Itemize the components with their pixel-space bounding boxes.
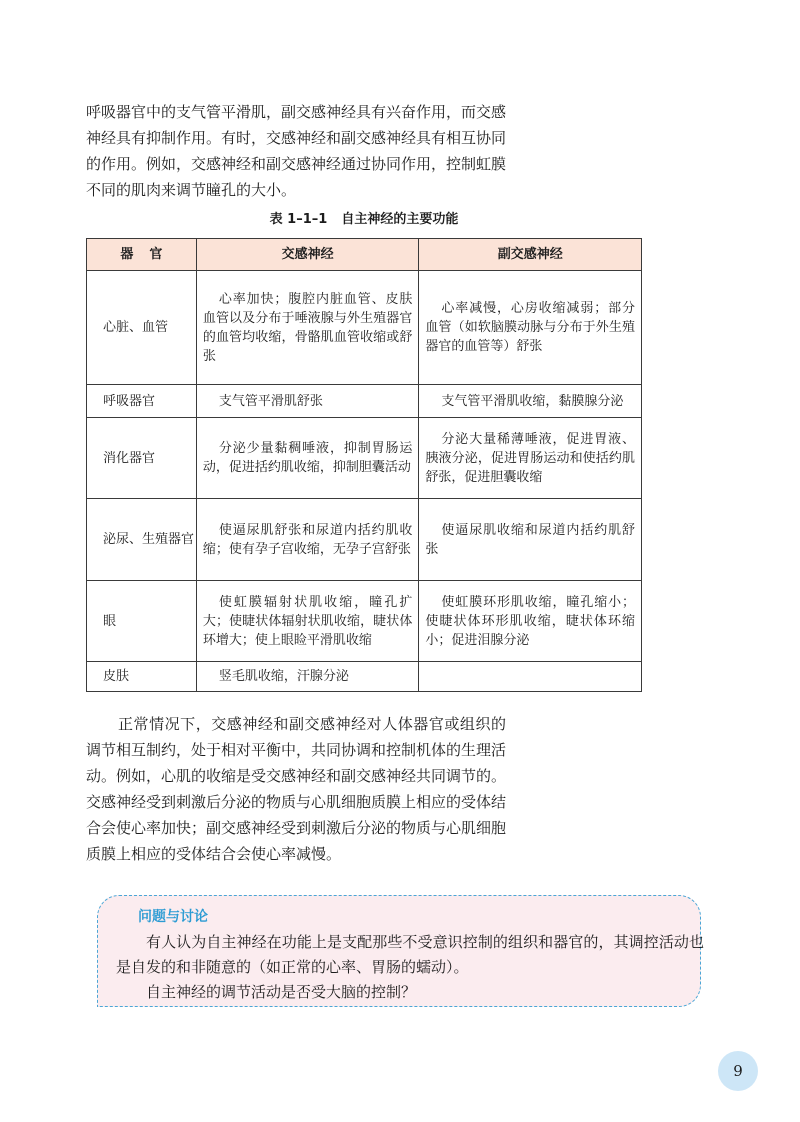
body-paragraph: 正常情况下，交感神经和副交感神经对人体器官或组织的调节相互制约，处于相对平衡中，共同协调和控制机体的生理活动。例如，心肌的收缩是受交感神经和副交感神经共同调节的。交感神经受到刺激后分泌的物质与心肌细胞质膜上相应的受体结合会使心率加快；副交感神经受到刺激后分泌的物质与心肌细胞质膜上相应的受体结合会使心率减慢。	[86, 715, 507, 863]
discussion-box	[97, 895, 704, 1007]
organ-cell: 消化器官	[87, 418, 197, 499]
table-number: 表 1–1–1	[269, 212, 328, 227]
organ-cell: 呼吸器官	[87, 385, 197, 418]
organ-cell: 泌尿、生殖器官	[87, 499, 197, 581]
table-row	[87, 418, 642, 499]
discussion-paragraph: 自主神经的调节活动是否受大脑的控制？	[146, 983, 417, 1001]
organ-cell: 眼	[87, 581, 197, 662]
header-organ: 器官	[87, 239, 197, 271]
sympathetic-cell: 竖毛肌收缩，汗腺分泌	[196, 662, 419, 692]
discussion-paragraph: 有人认为自主神经在功能上是支配那些不受意识控制的组织和器官的，其调控活动也是自发的和非随意的（如正常的心率、胃肠的蠕动）。	[116, 933, 704, 976]
table-row	[87, 385, 642, 418]
sympathetic-cell: 支气管平滑肌舒张	[196, 385, 419, 418]
table-row	[87, 271, 642, 385]
sympathetic-cell: 使虹膜辐射状肌收缩，瞳孔扩大；使睫状体辐射状肌收缩，睫状体环增大；使上眼睑平滑肌收缩	[196, 581, 419, 662]
function-table	[86, 238, 642, 692]
table-row	[87, 499, 642, 581]
table-header-row	[87, 239, 642, 271]
sympathetic-cell: 心率加快；腹腔内脏血管、皮肤血管以及分布于唾液腺与外生殖器官的血管均收缩，骨骼肌血管收缩或舒张	[196, 271, 419, 385]
discussion-title: 问题与讨论	[138, 909, 208, 925]
parasympathetic-cell: 心率减慢，心房收缩减弱；部分血管（如软脑膜动脉与分布于外生殖器官的血管等）舒张	[419, 271, 642, 385]
discussion-body	[116, 930, 704, 1005]
page-number-badge: 9	[718, 1051, 758, 1091]
parasympathetic-cell: 分泌大量稀薄唾液，促进胃液、胰液分泌，促进胃肠运动和使括约肌舒张，促进胆囊收缩	[419, 418, 642, 499]
organ-cell: 心脏、血管	[87, 271, 197, 385]
table-title: 自主神经的主要功能	[341, 212, 459, 227]
parasympathetic-cell	[419, 662, 642, 692]
sympathetic-cell: 使逼尿肌舒张和尿道内括约肌收缩；使有孕子宫收缩，无孕子宫舒张	[196, 499, 419, 581]
table-row	[87, 662, 642, 692]
parasympathetic-cell: 使虹膜环形肌收缩，瞳孔缩小；使睫状体环形肌收缩，睫状体环缩小；促进泪腺分泌	[419, 581, 642, 662]
header-sympathetic: 交感神经	[196, 239, 419, 271]
organ-cell: 皮肤	[87, 662, 197, 692]
table-caption	[86, 208, 642, 227]
header-parasympathetic: 副交感神经	[419, 239, 642, 271]
parasympathetic-cell: 使逼尿肌收缩和尿道内括约肌舒张	[419, 499, 642, 581]
table-row	[87, 581, 642, 662]
intro-paragraph: 呼吸器官中的支气管平滑肌，副交感神经具有兴奋作用，而交感神经具有抑制作用。有时，交感神经和副交感神经具有相互协同的作用。例如，交感神经和副交感神经通过协同作用，控制虹膜不同的肌肉来调节瞳孔的大小。	[86, 103, 507, 199]
sympathetic-cell: 分泌少量黏稠唾液，抑制胃肠运动，促进括约肌收缩，抑制胆囊活动	[196, 418, 419, 499]
parasympathetic-cell: 支气管平滑肌收缩，黏膜腺分泌	[419, 385, 642, 418]
